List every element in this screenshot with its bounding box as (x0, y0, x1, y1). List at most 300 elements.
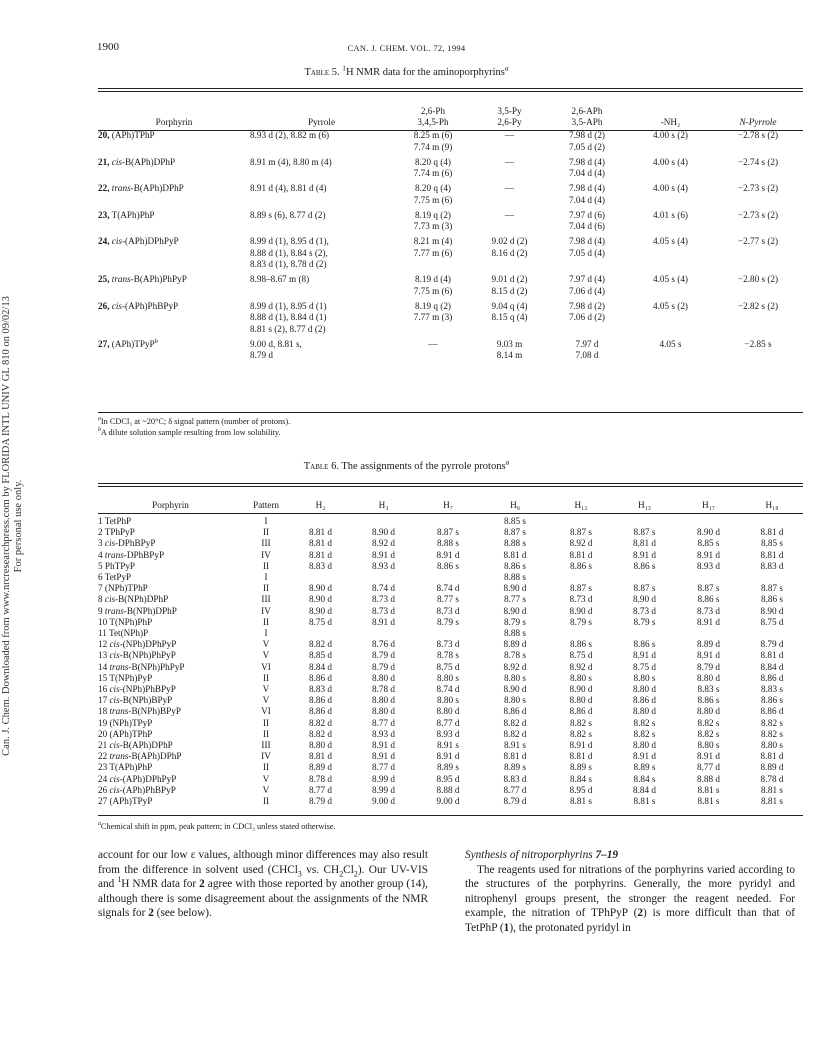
cell-shift: 8.83 d (760, 560, 784, 571)
cell-shift: 8.79 s (570, 616, 592, 627)
shift-value: 7.74 m (9) (413, 141, 453, 152)
compound-number: 11 (98, 628, 107, 639)
cell-nh2: 4.00 s (4) (653, 156, 688, 167)
cell-shift: 8.82 s (633, 717, 656, 728)
cell-shift: 8.81 d (503, 751, 527, 762)
shift-value: 9.04 q (4) (491, 300, 528, 311)
table-row (98, 706, 803, 717)
shift-value: 8.15 q (4) (491, 312, 528, 322)
compound-number: 24 (98, 773, 108, 784)
cell-shift: 8.77 d (503, 784, 527, 795)
table6-col-porphyrin: Porphyrin (152, 499, 189, 510)
porphyrin-name (98, 583, 243, 594)
cell-nh2: 4.05 s (659, 338, 682, 349)
cell-shift (415, 516, 481, 527)
cell-shift: 8.99 d (372, 784, 395, 795)
cell-shift: 8.86 d (633, 695, 656, 706)
cell-shift: 8.84 s (570, 773, 592, 784)
cell-py (473, 301, 546, 339)
cell-pattern: II (262, 527, 270, 538)
shift-value: — (428, 338, 438, 349)
shift-value: 7.06 d (4) (569, 285, 605, 296)
shift-value: 9.01 d (2) (491, 274, 528, 284)
cell-shift (549, 572, 613, 583)
compound-name: DPhBPyP (126, 549, 165, 560)
cell-shift: 8.74 d (436, 583, 460, 594)
cell-shift (741, 572, 803, 583)
table-row (98, 583, 803, 594)
cell-shift: 8.82 d (503, 717, 527, 728)
compound-number: 6 (98, 572, 103, 583)
cell-shift: 8.93 d (697, 560, 720, 571)
cell-shift: 8.75 d (760, 616, 784, 627)
cell-shift: 8.82 d (503, 728, 527, 739)
table-row (98, 785, 803, 796)
cell-shift: 8.77 d (372, 717, 395, 728)
table-row (98, 274, 803, 301)
porphyrin-name (98, 729, 243, 740)
cell-pattern: III (261, 538, 271, 549)
porphyrin-name (98, 774, 243, 785)
table-row (98, 617, 803, 628)
cell-shift (741, 516, 803, 527)
cell-shift: 8.81 d (760, 549, 784, 560)
table5 (98, 100, 803, 365)
cell-shift: 8.73 d (633, 605, 656, 616)
cell-shift: 8.91 s (437, 740, 459, 751)
cell-shift: 8.80 d (633, 684, 656, 695)
cell-shift: 8.79 d (503, 796, 527, 807)
compound-number: 20, (98, 130, 110, 140)
compound-name: B(APh)PhPyP (133, 274, 187, 284)
shift-value: 8.16 d (2) (491, 247, 528, 258)
porphyrin-name (98, 706, 243, 717)
cell-ph (393, 339, 473, 366)
table-row (98, 339, 803, 366)
table-row (98, 572, 803, 583)
shift-value: 7.06 d (2) (569, 312, 605, 322)
cell-shift: 8.89 d (697, 639, 720, 650)
table-row (98, 740, 803, 751)
cell-pattern: V (262, 695, 270, 706)
cell-shift: 8.75 d (436, 661, 460, 672)
table-row (98, 130, 803, 157)
shift-value: 8.98–8.67 m (8) (250, 274, 310, 284)
shift-value: 7.98 d (4) (569, 156, 605, 167)
cell-shift: 8.79 d (697, 661, 720, 672)
shift-value: 7.04 d (4) (569, 168, 605, 178)
table6-bottom-rule (98, 815, 803, 816)
cell-nh2: 4.05 s (2) (653, 300, 688, 311)
cell-shift: 8.93 d (436, 728, 460, 739)
body-paragraph: account for our low ε values, although minor differences may also result from the difference in solvent used (CHCl$_3$ vs. $CH_2Cl_2$). Our UV-VIS and $^1$H NMR data for 2 agree with those reported by another group (14), although there is some disagreement about the assignments of the NMR signals for 2 (see below). (98, 849, 429, 920)
cell-shift: 8.91 d (697, 650, 720, 661)
table-row (98, 673, 803, 684)
cell-ph (393, 236, 473, 274)
cell-aph (546, 339, 628, 366)
cell-shift: 8.79 s (437, 616, 459, 627)
cell-shift: 8.90 d (503, 583, 527, 594)
compound-name: (APh)TPhP (109, 728, 153, 739)
cell-shift: 8.86 d (309, 672, 332, 683)
porphyrin-name (98, 606, 243, 617)
table-row (98, 718, 803, 729)
cell-shift (613, 516, 676, 527)
cell-shift: 8.91 d (697, 616, 720, 627)
cell-shift: 8.86 s (504, 560, 526, 571)
cell-shift: 8.95 d (569, 784, 593, 795)
table5-footnote-b: $^b$A dilute solution sample resulting from low solubility. (98, 427, 281, 437)
cell-shift (352, 572, 415, 583)
cell-shift: 8.86 s (437, 560, 459, 571)
cell-shift: 8.81 s (633, 796, 656, 807)
shift-value: 7.05 d (4) (569, 247, 605, 258)
cell-shift: 8.86 s (633, 560, 656, 571)
cell-shift (613, 628, 676, 639)
cell-shift: 8.73 d (372, 605, 395, 616)
table-row (98, 729, 803, 740)
cell-shift: 8.88 s (504, 628, 526, 639)
table-row (98, 538, 803, 549)
shift-value: 8.20 q (4) (415, 183, 451, 193)
cell-shift: 8.90 d (372, 527, 395, 538)
cell-pattern: V (262, 773, 270, 784)
compound-name: (NPh)TPhP (104, 583, 148, 594)
cell-shift: 8.88 d (697, 773, 720, 784)
cell-shift (289, 516, 352, 527)
table5-col-npyrrole: N-Pyrrole (739, 117, 777, 127)
compound-number: 23, (98, 209, 110, 220)
cell-shift: 8.82 s (761, 728, 783, 739)
cell-shift: 8.89 d (760, 762, 784, 773)
cell-pattern: II (262, 728, 270, 739)
shift-value: 8.19 q (2) (415, 300, 451, 311)
cell-shift: 8.86 d (760, 706, 784, 717)
table5-nucleus: 1 (342, 63, 346, 73)
cell-shift: 8.78 d (309, 773, 332, 784)
download-notice-line: Can. J. Chem. Downloaded from www.nrcresearchpress.com by FLORIDA INTL UNIV GL 810 on 09/02/13 (1, 296, 12, 756)
compound-name: B(APh)DPhP (122, 740, 173, 751)
isomer-prefix: trans- (104, 605, 127, 616)
cell-shift: 8.92 d (503, 661, 527, 672)
cell-pyrrole (250, 339, 393, 366)
cell-shift: 8.92 d (569, 538, 593, 549)
cell-shift: 8.90 d (503, 605, 527, 616)
cell-shift: 8.75 d (569, 650, 593, 661)
cell-aph (546, 130, 628, 157)
cell-shift: 8.82 s (697, 728, 720, 739)
compound-number: 5 (98, 560, 103, 571)
isomer-prefix: cis- (104, 538, 119, 549)
table-row (98, 751, 803, 762)
cell-npyrrole: −2.77 s (2) (737, 236, 779, 246)
body-column-left (98, 848, 428, 921)
cell-nh2: 4.00 s (4) (653, 183, 688, 193)
isomer-prefix: cis- (109, 740, 123, 751)
table-row (98, 183, 803, 210)
isomer-prefix: cis- (109, 784, 123, 795)
isomer-prefix: cis- (109, 650, 123, 661)
shift-value: 8.91 d (4), 8.81 d (4) (250, 183, 327, 193)
porphyrin-name (98, 301, 250, 339)
table6-col-h13: H₁₃ (637, 499, 652, 510)
compound-name: TPhPyP (104, 527, 135, 538)
cell-shift: 8.81 d (503, 549, 527, 560)
cell-npyrrole: −2.82 s (2) (737, 300, 779, 311)
cell-aph (546, 183, 628, 210)
cell-shift: 8.80 s (437, 695, 459, 706)
porphyrin-name (98, 572, 243, 583)
cell-shift: 8.81 d (569, 751, 593, 762)
table-row (98, 796, 803, 807)
compound-name: B(APh)DPhP (133, 183, 184, 193)
cell-shift: 8.91 s (504, 740, 526, 751)
compound-number: 4 (98, 549, 103, 560)
isomer-prefix: cis- (111, 156, 126, 167)
cell-shift: 8.81 d (633, 538, 656, 549)
cell-shift: 8.90 d (569, 605, 593, 616)
table6-header-row (98, 493, 803, 516)
cell-shift: 8.74 d (436, 684, 460, 695)
porphyrin-name (98, 684, 243, 695)
cell-shift: 8.78 s (437, 650, 459, 661)
cell-shift: 8.87 s (633, 583, 656, 594)
cell-shift: 8.75 d (633, 661, 656, 672)
cell-shift: 8.80 d (309, 740, 332, 751)
cell-shift: 8.91 d (372, 740, 395, 751)
cell-shift: 8.79 d (372, 661, 395, 672)
compound-number: 20 (98, 728, 108, 739)
table6-footnote: $^a$Chemical shift in ppm, peak pattern; in CDCl₃ unless stated otherwise. (98, 821, 336, 831)
cell-shift: 8.80 d (372, 672, 395, 683)
cell-shift: 8.80 d (436, 706, 460, 717)
shift-value: 8.21 m (4) (413, 236, 453, 246)
isomer-prefix: cis- (111, 300, 126, 311)
table5-col-nh2: -NH₂ (660, 117, 681, 127)
cell-shift: 8.80 d (569, 695, 593, 706)
cell-pattern: V (262, 784, 270, 795)
cell-shift: 8.80 d (697, 672, 720, 683)
cell-shift (676, 572, 741, 583)
cell-shift: 8.73 d (372, 594, 395, 605)
table-row (98, 774, 803, 785)
shift-value: 7.97 d (4) (569, 274, 605, 284)
isomer-prefix: trans- (109, 661, 132, 672)
cell-shift: 8.84 d (633, 784, 656, 795)
shift-value: 7.74 m (6) (413, 168, 453, 178)
table5-top-rule-2 (98, 91, 803, 92)
table6 (98, 493, 803, 807)
table5-bottom-rule (98, 412, 803, 413)
table-row (98, 606, 803, 617)
shift-value: 7.05 d (2) (569, 141, 605, 152)
cell-shift: 8.90 d (633, 594, 656, 605)
compound-name: (APh)PhBPyP (125, 300, 179, 311)
cell-aph (546, 301, 628, 339)
table6-note-mark: a (505, 457, 510, 467)
isomer-prefix: trans- (109, 706, 132, 717)
cell-pattern: III (261, 594, 271, 605)
body-column-right (465, 848, 795, 936)
table5-col-ph: 2,6-Ph 3,4,5-Ph (417, 106, 449, 127)
table-row (98, 516, 803, 527)
cell-npyrrole: −2.80 s (2) (737, 274, 779, 284)
porphyrin-name (98, 796, 243, 807)
table-row (98, 695, 803, 706)
shift-value: 7.75 m (6) (413, 285, 453, 296)
cell-shift: 8.73 d (697, 605, 720, 616)
cell-shift: 8.81 s (697, 784, 720, 795)
compound-name: (APh)TPyP (109, 796, 153, 807)
cell-ph (393, 157, 473, 184)
cell-shift: 8.80 d (697, 706, 720, 717)
cell-shift: 8.86 d (569, 706, 593, 717)
isomer-prefix: cis- (109, 773, 123, 784)
compound-number: 26, (98, 300, 110, 311)
cell-shift: 8.82 s (570, 717, 592, 728)
cell-shift: 8.82 s (697, 717, 720, 728)
shift-value: 7.04 d (6) (569, 221, 605, 231)
cell-shift: 8.83 d (309, 684, 332, 695)
cell-ph (393, 183, 473, 210)
shift-value: 9.02 d (2) (491, 236, 528, 246)
compound-name: B(NPh)BPyP (131, 706, 181, 717)
cell-shift: 8.82 d (309, 728, 332, 739)
cell-shift: 8.83 d (503, 773, 527, 784)
cell-shift: 8.99 d (372, 773, 395, 784)
cell-shift: 8.91 d (633, 650, 656, 661)
cell-shift: 8.77 d (697, 762, 720, 773)
compound-number: 22 (98, 751, 108, 762)
table6-title: The assignments of the pyrrole protons (338, 461, 506, 472)
shift-value: 7.98 d (2) (569, 130, 605, 140)
compound-name: (APh)DPhPyP (122, 773, 177, 784)
porphyrin-name (98, 183, 250, 210)
cell-shift: 8.91 d (372, 751, 395, 762)
cell-shift: 8.90 d (569, 684, 593, 695)
cell-shift: 8.88 s (437, 538, 459, 549)
shift-value: — (504, 156, 515, 167)
cell-shift: 8.80 s (761, 740, 783, 751)
porphyrin-name (98, 650, 243, 661)
porphyrin-name (98, 662, 243, 673)
cell-shift: 8.87 s (570, 527, 592, 538)
table-row (98, 157, 803, 184)
cell-pyrrole (250, 236, 393, 274)
cell-shift: 8.78 s (504, 650, 526, 661)
cell-shift (289, 628, 352, 639)
compound-number: 22, (98, 183, 110, 193)
cell-shift: 8.86 d (309, 706, 332, 717)
shift-value: 8.25 m (6) (413, 130, 453, 140)
table-row (98, 684, 803, 695)
cell-shift: 8.82 d (309, 717, 332, 728)
shift-value: 7.08 d (575, 350, 599, 360)
table6-col-pattern: Pattern (252, 499, 280, 510)
cell-shift: 8.90 d (309, 605, 332, 616)
cell-shift: 8.90 d (309, 594, 332, 605)
compound-number: 21, (98, 156, 110, 167)
table5-top-rule (98, 88, 803, 89)
shift-value: 7.73 m (3) (413, 221, 453, 231)
cell-shift: 8.81 d (309, 538, 332, 549)
table5-title: H NMR data for the aminoporphyrins (345, 67, 505, 78)
cell-shift: 8.91 d (436, 549, 460, 560)
isomer-prefix: trans- (111, 183, 134, 193)
cell-shift: 8.81 d (760, 527, 784, 538)
cell-shift: 8.79 d (309, 796, 332, 807)
compound-name: T(APh)PhP (109, 762, 153, 773)
cell-nh2: 4.01 s (6) (653, 209, 688, 220)
cell-shift (676, 628, 741, 639)
shift-value: 9.03 m (496, 338, 523, 349)
cell-pattern: II (262, 796, 270, 807)
table5-footnote-a: $^a$In CDCl₃ at ~20°C; δ signal pattern (number of protons). (98, 416, 291, 426)
cell-pyrrole (250, 210, 393, 237)
table6-col-h12: H₁₂ (574, 499, 588, 510)
cell-shift (415, 572, 481, 583)
cell-shift: 8.82 s (761, 717, 783, 728)
cell-pattern: IV (261, 549, 271, 560)
cell-shift: 8.87 s (761, 583, 783, 594)
cell-py (473, 339, 546, 366)
section-heading: Synthesis of nitroporphyrins 7–19 (465, 849, 619, 861)
isomer-prefix: cis- (109, 695, 123, 706)
cell-shift: 8.86 s (570, 639, 592, 650)
cell-aph (546, 236, 628, 274)
shift-value: — (504, 183, 515, 193)
cell-shift (549, 628, 613, 639)
shift-value: — (504, 209, 515, 220)
cell-shift: 9.00 d (436, 796, 460, 807)
table5-col-aph: 2,6-APh 3,5-APh (571, 106, 603, 127)
table5-col-porphyrin: Porphyrin (155, 117, 193, 127)
porphyrin-name (98, 550, 243, 561)
compound-number: 14 (98, 661, 108, 672)
porphyrin-name (98, 538, 243, 549)
cell-shift: 8.80 d (372, 695, 395, 706)
cell-shift: 8.86 s (761, 695, 783, 706)
cell-shift: 8.89 s (504, 762, 526, 773)
cell-pattern: V (262, 639, 270, 650)
cell-nh2: 4.00 s (2) (653, 130, 688, 140)
cell-aph (546, 274, 628, 301)
compound-number: 17 (98, 695, 108, 706)
isomer-prefix: cis- (109, 684, 123, 695)
compound-number: 21 (98, 740, 108, 751)
cell-shift: 8.91 d (372, 616, 395, 627)
isomer-prefix: trans- (109, 751, 132, 762)
cell-shift: 8.80 d (633, 740, 656, 751)
shift-value: 7.77 m (3) (413, 312, 453, 322)
cell-shift: 8.81 s (761, 784, 783, 795)
compound-name: B(NPh)DPhP (118, 594, 169, 605)
cell-pattern: I (264, 572, 268, 583)
compound-name: B(NPh)PhPyP (131, 661, 185, 672)
table5-col-py: 3,5-Py 2,6-Py (497, 106, 522, 127)
compound-number: 2 (98, 527, 103, 538)
cell-py (473, 183, 546, 210)
table-row (98, 550, 803, 561)
isomer-prefix: trans- (104, 549, 127, 560)
table-row (98, 210, 803, 237)
cell-shift (676, 516, 741, 527)
cell-shift: 8.82 s (570, 728, 592, 739)
cell-shift: 8.77 d (372, 762, 395, 773)
cell-shift: 8.85 s (697, 538, 720, 549)
compound-number: 7 (98, 583, 103, 594)
compound-name: Tet(NPh)P (109, 628, 149, 639)
